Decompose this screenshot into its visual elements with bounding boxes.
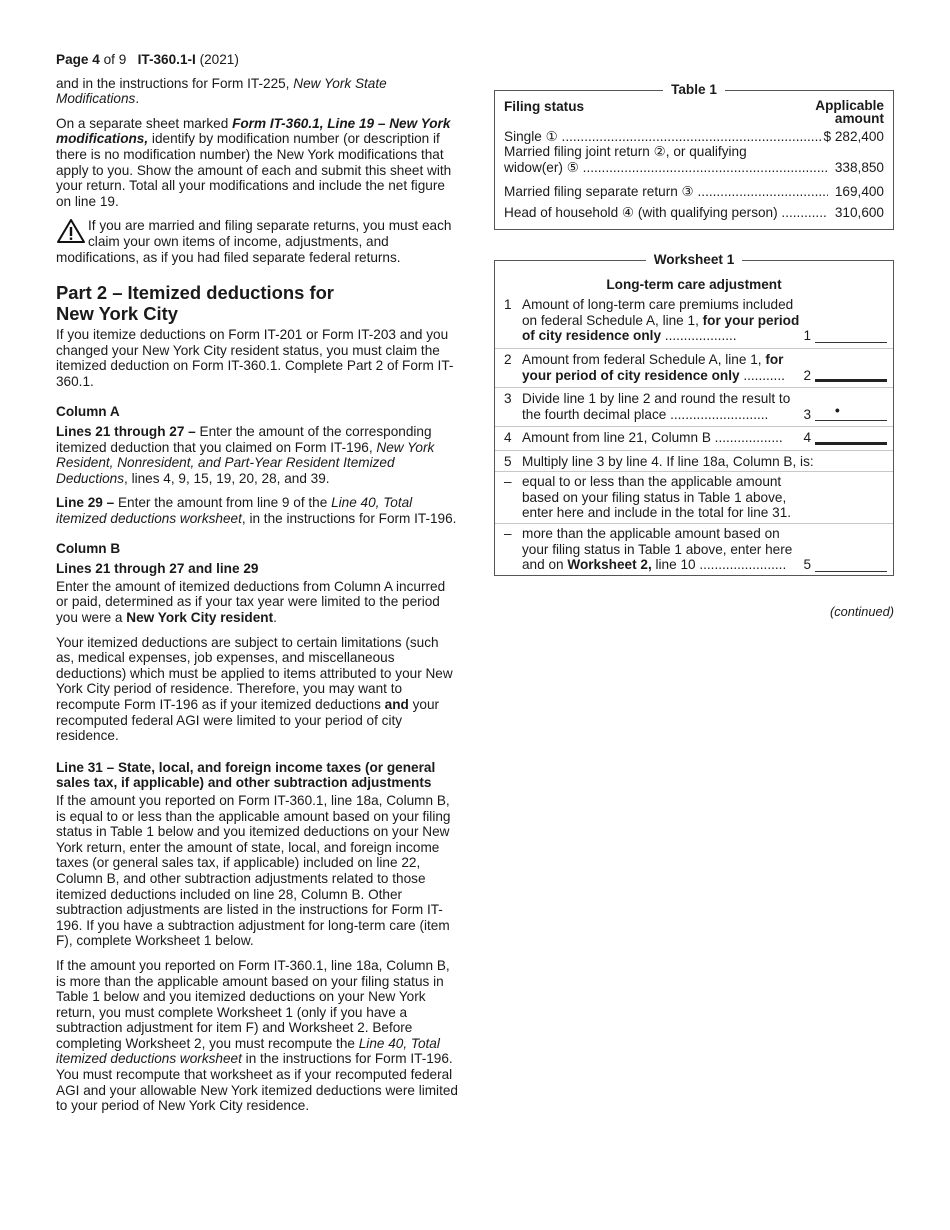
table-row — [504, 129, 884, 145]
column-a-heading: Column A — [56, 403, 120, 419]
line-ref: 5 — [803, 557, 811, 573]
table-row — [504, 144, 884, 176]
worksheet-line-5 — [504, 454, 887, 470]
worksheet-1-subtitle: Long-term care adjustment — [606, 277, 782, 292]
text: identify by modification number (or description if there is no modification number) the New York modifications that apply to you. Show the amount of each and submit this sheet with your return. Total all your modifications and include the net figure on line 19. — [56, 131, 452, 209]
line-31-paragraph-1: If the amount you reported on Form IT-360.1, line 18a, Column B, is equal to or less than the applicable amount based on your filing status in Table 1 below and you itemized deductions on your New York return, enter the amount of state, local, and foreign income taxes (or general sales tax, if applicable) included on line 22, Column B, and other subtraction adjustments related to those itemized deductions included on line 28, Column B. Other subtraction adjustments are listed in the instructions for Form IT-196. If you have a subtraction adjustment for long-term care (item F), complete Worksheet 1 below. — [56, 792, 451, 949]
separate-sheet-paragraph — [56, 116, 458, 210]
intro-paragraph — [56, 76, 458, 107]
row-label: Single ① ..... — [504, 129, 884, 145]
worksheet-1-title — [495, 252, 893, 268]
column-b-heading: Column B — [56, 540, 121, 556]
divider — [495, 450, 893, 451]
row-value: 169,400 — [834, 184, 884, 199]
column-a-lines-21-27 — [56, 424, 458, 486]
text: , lines 4, 9, 15, 19, 20, 28, and 39. — [124, 470, 330, 486]
line-text: equal to or less than the applicable amount based on your filing status in Table 1 above, enter here and include in the total for line 31. — [522, 474, 792, 521]
row-label: Married filing separate return ③ ..... — [504, 184, 828, 200]
column-b-paragraph-2 — [56, 635, 458, 744]
text: , in the instructions for Form IT-196. — [241, 511, 457, 527]
text: more than the applicable amount based on your filing status in Table 1 above, enter here and on — [522, 526, 793, 573]
text: and — [384, 697, 409, 712]
page-number: Page 4 — [56, 52, 100, 67]
title-text: Worksheet 1 — [646, 252, 743, 267]
text: Divide line 1 by line 2 and round the result to the fourth decimal place — [522, 391, 791, 422]
left-column — [56, 52, 458, 1123]
worksheet-line-5-option-b — [504, 526, 887, 573]
text: Form IT-360.1, Line 19 – New York modifications, — [56, 115, 451, 147]
dash: – — [504, 526, 512, 541]
text: Line 40, Total itemized deductions worksheet — [56, 1035, 440, 1067]
worksheet-line-5-option-a — [504, 474, 887, 521]
part2-heading: Part 2 – Itemized deductions for New York City — [56, 282, 334, 325]
worksheet-1 — [494, 252, 894, 576]
dash: – — [504, 474, 512, 489]
worksheet-line-2 — [504, 352, 887, 383]
text: for your period of city residence only — [522, 352, 784, 383]
form-year: (2021) — [195, 52, 239, 67]
line-ref: 2 — [803, 367, 811, 383]
text: Enter the amount from line 9 of the — [114, 495, 332, 511]
text: If the amount you reported on Form IT-360.1, line 18a, Column B, is more than the applicable amount based on your filing status in Table 1 below and you itemized deductions on your New York return, you must complete Worksheet 1 (only if you have a subtraction adjustment for item F) and Worksheet 2. Before completing Worksheet 2, you must recompute the — [56, 957, 450, 1051]
line-text: Amount of long-term care premiums included on federal Schedule A, line 1, for your period of city residence only ................... — [522, 297, 800, 344]
column-b-subheading: Lines 21 through 27 and line 29 — [56, 561, 259, 577]
text: New York City resident — [126, 610, 274, 626]
row-label-line1: Married filing joint return ②, or qualifying — [504, 144, 747, 159]
row-label: widow(er) ⑤ ..... — [504, 160, 828, 176]
line-number: 1 — [504, 297, 512, 312]
line-3-ratio-field[interactable] — [815, 402, 887, 421]
divider — [495, 426, 893, 427]
column-b-paragraph-1 — [56, 579, 458, 626]
line-ref: 3 — [803, 406, 811, 422]
line-text: Divide line 1 by line 2 and round the result to the fourth decimal place .......................... — [522, 391, 791, 422]
worksheet-line-1 — [504, 297, 887, 344]
text: Your itemized deductions are subject to certain limitations (such as, medical expenses, job expenses, and miscellaneous deductions) which must be applied to items attributed to your New York City period of residence. Therefore, you may want to recompute Form IT-196 as if your itemized deductions — [56, 634, 453, 712]
text: New York State Modifications — [56, 75, 387, 107]
text: line 10 — [651, 557, 696, 573]
header-line: amount — [834, 111, 884, 126]
divider — [495, 471, 893, 472]
text: and in the instructions for Form IT-225, — [56, 75, 294, 91]
line-5-amount-field[interactable] — [815, 571, 887, 572]
header-line: Applicable — [815, 98, 884, 113]
text: Line 29 – — [56, 495, 115, 511]
line-number: 5 — [504, 454, 512, 469]
warning-triangle-icon — [56, 218, 86, 244]
page-total: of 9 — [99, 52, 127, 67]
text: your recomputed federal AGI were limited to your period of city residence. — [56, 697, 440, 744]
text: Amount of long-term care premiums included on federal Schedule A, line 1, — [522, 297, 794, 328]
worksheet-line-4 — [504, 430, 887, 446]
filing-status-header: Filing status — [504, 99, 585, 114]
divider — [495, 387, 893, 388]
worksheet-line-3 — [504, 391, 887, 422]
text: Enter the amount of itemized deductions from Column A incurred or paid, determined as if your tax year were limited to the period you were a — [56, 578, 446, 626]
line-ref: 4 — [803, 430, 811, 445]
divider — [495, 348, 893, 349]
right-column — [494, 80, 894, 576]
warning-text: If you are married and filing separate returns, you must each claim your own items of income, adjustments, and modifications, as if you had filed separate federal returns. — [56, 218, 452, 265]
column-a-line-29 — [56, 495, 458, 526]
row-value: $ 282,400 — [823, 129, 884, 144]
text: for your period of city residence only — [522, 312, 800, 344]
divider — [495, 523, 893, 524]
applicable-amount-header — [815, 99, 884, 125]
line-number: 2 — [504, 352, 512, 367]
row-value: 310,600 — [834, 205, 884, 220]
text: . — [273, 610, 277, 626]
line-ref: 1 — [803, 328, 811, 344]
text: Enter the amount of the corresponding itemized deduction that you claimed on Form IT-196, — [56, 424, 432, 455]
line-31-paragraph-2 — [56, 958, 458, 1114]
line-text: Amount from line 21, Column B .................. — [522, 430, 783, 445]
line-2-amount-field[interactable] — [815, 379, 887, 382]
row-label: Head of household ④ (with qualifying person) ..... — [504, 205, 828, 221]
text: in the instructions for Form IT-196. You must recompute that worksheet as if your recomputed federal AGI and your allowable New York itemized deductions were limited to your period of New York City residence. — [56, 1051, 458, 1114]
row-value: 338,850 — [834, 160, 884, 175]
text: Line 40, Total itemized deductions worksheet — [56, 495, 413, 527]
warning-note — [56, 218, 458, 265]
table-row — [504, 205, 884, 221]
text: New York Resident, Nonresident, and Part-Year Resident Itemized Deductions — [56, 439, 435, 486]
continued-note: (continued) — [829, 604, 894, 619]
text: Amount from line 21, Column B — [522, 430, 711, 445]
text: Amount from federal Schedule A, line 1, — [522, 352, 766, 367]
text: Lines 21 through 27 – — [56, 424, 196, 440]
text: . — [135, 91, 140, 107]
line-text: more than the applicable amount based on your filing status in Table 1 above, enter here and on Worksheet 2, line 10 ....................... — [522, 526, 793, 573]
line-31-heading: Line 31 – State, local, and foreign income taxes (or general sales tax, if applicable) and other subtraction adjustments — [56, 759, 436, 791]
text: Worksheet 2, — [567, 557, 652, 573]
line-text: Multiply line 3 by line 4. If line 18a, Column B, is: — [522, 454, 814, 469]
part2-intro: If you itemize deductions on Form IT-201 or Form IT-203 and you changed your New York City resident status, you must claim the itemized deduction on Form IT-360.1. Complete Part 2 of Form IT-360.1. — [56, 327, 454, 389]
text: On a separate sheet marked — [56, 115, 233, 131]
page-header — [56, 52, 458, 68]
line-number: 3 — [504, 391, 512, 406]
form-id: IT-360.1-I — [137, 52, 196, 67]
table-row — [504, 184, 884, 200]
table-1 — [494, 82, 894, 230]
title-text: Table 1 — [663, 82, 725, 97]
table-1-title — [495, 82, 893, 98]
table-1-header — [504, 98, 884, 126]
line-text: Amount from federal Schedule A, line 1, for your period of city residence only ........... — [522, 352, 785, 383]
line-number: 4 — [504, 430, 512, 445]
decimal-point: • — [835, 402, 840, 418]
line-1-amount-field[interactable] — [815, 342, 887, 343]
line-4-amount-field[interactable] — [815, 442, 887, 445]
